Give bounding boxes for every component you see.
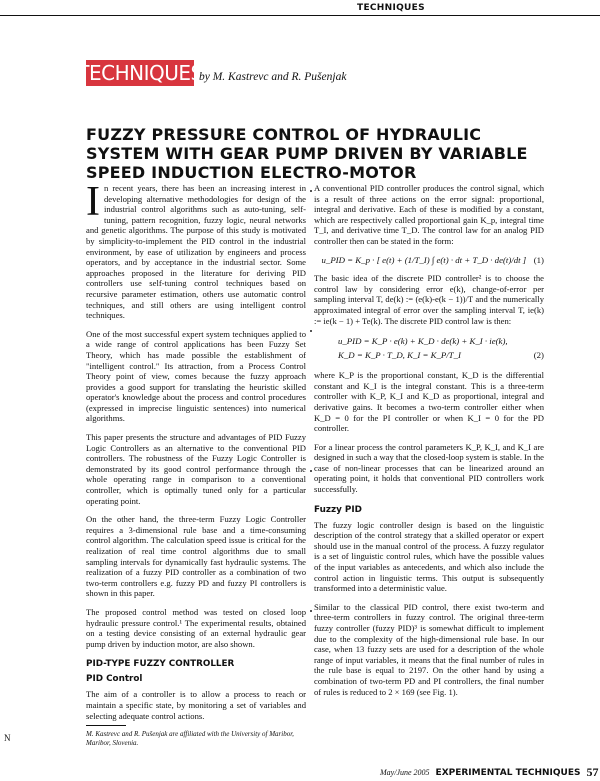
paragraph: On the other hand, the three-term Fuzzy Logic Controller requires a 3-dimensional rule base and a time-consuming control algorithm. The calculation speed issue is critical for the realization of real time control algorithms due to small sampling intervals for dynamically fast hydraulic systems. The realization of a fuzzy PID controller as a combination of two two-term controllers e.g. fuzzy PD and fuzzy PI controllers is shown in this paper.: [86, 514, 306, 599]
paragraph: This paper presents the structure and advantages of PID Fuzzy Logic Controllers as an alternative to the conventional PID controllers. The robustness of the Fuzzy Logic Controller is demonstrated by its good control performance through the whole operating range in comparison to a conventional controller, which is optimally tuned only for a particular operating point.: [86, 432, 306, 506]
section-label: TECHNIQUES: [77, 61, 203, 85]
paragraph: Similar to the classical PID control, there exist two-term and three-term controllers in fuzzy control. The original three-term fuzzy controller (fuzzy PID)³ is somewhat difficult to implement due to the complexity of the high-dimensional rule base. In our case, when 13 fuzzy sets are used for a description of the whole range of input variables, it means that the final number of rules in the rule base is equal to 2197. On the other hand by using a combination of two-term PD and PI controllers, the final number of rules is reduced to 2 × 169 (see Fig. 1).: [314, 601, 544, 697]
paragraph: The basic idea of the discrete PID controller² is to choose the control law by considering error e(k), change-of-error per sampling interval T, de(k) := (e(k)-e(k − 1))/T and the numerically approximated integral of error over the sampling interval T, ie(k) := ie(k − 1) + Te(k). The discrete PID control law is then:: [314, 273, 544, 326]
equation-1: [314, 255, 544, 266]
header-rule: [0, 15, 600, 16]
publication-name: EXPERIMENTAL TECHNIQUES: [435, 767, 581, 778]
paragraph: One of the most successful expert system techniques applied to a wide range of control applications has been Fuzzy Set Theory, which has made possible the establishment of "intelligent control." Its attraction, from a Process Control Theory point of view, comes because the fuzzy approach provides a good support for translating the heuristic skilled operator's knowledge about the process and control procedures (expressed in imprecise linguistic sentences) into numerical algorithms.: [86, 328, 306, 424]
article-title: FUZZY PRESSURE CONTROL OF HYDRAULIC SYSTEM WITH GEAR PUMP DRIVEN BY VARIABLE SPEED INDUCTION ELECTRO-MOTOR: [86, 125, 528, 182]
paragraph: The fuzzy logic controller design is based on the linguistic description of the control strategy that a skilled operator or expert should use in the manual control of the process. A fuzzy regulator is a set of linguistic control rules, which have the possible values of the input variables as antecedents, and which also include the control action in linguistic terms. This output is subsequently transformed into a deterministic value.: [314, 519, 544, 594]
paragraph: where K_P is the proportional constant, K_D is the differential constant and K_I is the integral constant. This is a three-term controller with K_P, K_I and K_D as proportional, integral and derivative gains. It becomes a two-term controller either when K_D = 0 for the PI controller or when K_I = 0 for the PD controller.: [314, 370, 544, 434]
left-column: [86, 179, 306, 729]
drop-cap: I: [86, 179, 100, 225]
equation-2-line-a: u_PID = K_P · e(k) + K_D · de(k) + K_I · ie(k),: [338, 336, 508, 347]
paragraph: The proposed control method was tested on closed loop hydraulic pressure control.¹ The experimental results, obtained on a testing device consisting of an external hydraulic gear pump driven by induction motor, are also shown.: [86, 606, 306, 649]
footnote-rule: [86, 725, 126, 726]
equation-2: [314, 334, 544, 362]
subsection-heading: Fuzzy PID: [314, 504, 362, 515]
affiliation-footnote: M. Kastrevc and R. Pušenjak are affiliated with the University of Maribor, Maribor, Slovenia.: [86, 730, 294, 747]
column-divider-dot: [310, 610, 312, 612]
column-divider-dot: [310, 470, 312, 472]
equation-1-body: u_PID = K_p · [ e(t) + (1/T_I) ∫ e(t) · dt + T_D · de(t)/dt ]: [321, 254, 527, 265]
running-header-label: TECHNIQUES: [357, 3, 425, 13]
intro-paragraph: [86, 179, 306, 321]
page-number: 57: [586, 765, 599, 779]
section-heading: PID-TYPE FUZZY CONTROLLER: [86, 659, 235, 670]
section-label-box: [77, 60, 203, 86]
equation-2-line-b: K_D = K_P · T_D, K_I = K_P/T_I: [338, 350, 461, 361]
column-divider-dot: [310, 190, 312, 192]
equation-1-number: (1): [533, 254, 544, 265]
page-footer: [380, 765, 598, 780]
column-divider-dot: [310, 330, 312, 332]
subsection-heading: PID Control: [86, 674, 143, 685]
equation-2-number: (2): [533, 349, 544, 360]
authors-byline: by M. Kastrevc and R. Pušenjak: [199, 71, 347, 83]
right-column: [314, 183, 544, 705]
margin-marker: N: [4, 733, 11, 743]
running-header: [0, 0, 600, 16]
paragraph: A conventional PID controller produces the control signal, which is a result of three actions on the error signal: proportional, integral and derivative. Each of these is modified by a constant, which are respectively called proportional gain K_p, integral time T_I, and derivative time T_D. The control law for an analog PID controller then can be stated in the form:: [314, 183, 544, 246]
paragraph: For a linear process the control parameters K_P, K_I, and K_I are designed in such a way that the closed-loop system is stable. In the case of non-linear processes that can be linearized around an operating point, it holds that conventional PID controllers work successfully.: [314, 441, 544, 495]
issue-date: May/June 2005: [380, 768, 430, 777]
intro-text: n recent years, there has been an increasing interest in developing alternative methodologies for design of the industrial control algorithms such as auto-tuning, self-tuning, pattern recognition, fuzzy logic, neural networks and genetic algorithms. The purpose of this study is motivated by simplicity-to-implement the PID control in the industrial environment, by ease of utilization by engineers and process operators, and by acceptance in the industrial sector. Some approaches proposed in the literature for deriving PID controllers use self-tuning control techniques based on recursive parameter estimation, others use automatic control techniques, and still others are using intelligent control techniques.: [86, 183, 306, 321]
paragraph: The aim of a controller is to allow a process to reach or maintain a specific state, by monitoring a set of variables and selecting adequate control actions.: [86, 689, 306, 721]
